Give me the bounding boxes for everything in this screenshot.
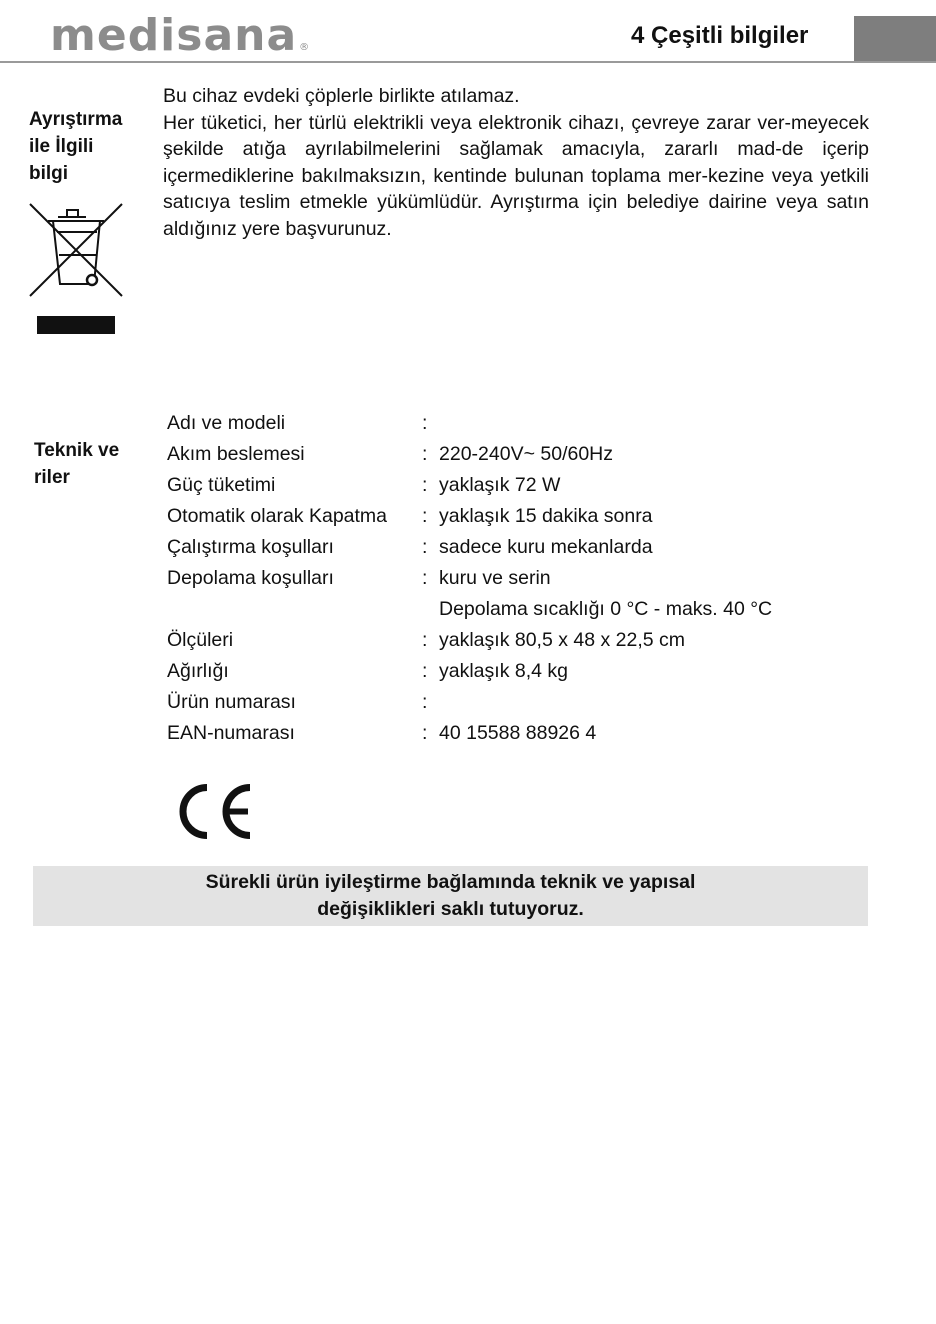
disposal-section-label: Ayrıştırma ile İlgili bilgi bbox=[29, 109, 123, 184]
spec-key: Depolama koşulları bbox=[167, 567, 334, 589]
spec-val: yaklaşık 8,4 kg bbox=[439, 660, 568, 682]
spec-row bbox=[167, 656, 772, 687]
spec-val: kuru ve serin bbox=[439, 567, 551, 589]
spec-key: Güç tüketimi bbox=[167, 474, 276, 496]
spec-colon: : bbox=[422, 412, 428, 434]
spec-val: 40 15588 88926 4 bbox=[439, 722, 597, 744]
spec-colon: : bbox=[422, 722, 428, 744]
spec-colon: : bbox=[422, 567, 428, 589]
spec-row bbox=[167, 408, 772, 439]
spec-colon bbox=[422, 594, 439, 625]
spec-key: Ölçüleri bbox=[167, 629, 234, 651]
spec-val: Depolama sıcaklığı 0 °C - maks. 40 °C bbox=[439, 598, 773, 620]
spec-colon: : bbox=[422, 660, 428, 682]
ce-mark-icon bbox=[174, 783, 254, 840]
spec-key: Otomatik olarak Kapatma bbox=[167, 505, 388, 527]
spec-row bbox=[167, 439, 772, 470]
brand-logo: medisana ® bbox=[50, 10, 311, 61]
spec-val: yaklaşık 80,5 x 48 x 22,5 cm bbox=[439, 629, 686, 651]
spec-key: Çalıştırma koşulları bbox=[167, 536, 334, 558]
spec-val: yaklaşık 15 dakika sonra bbox=[439, 505, 653, 527]
spec-row bbox=[167, 470, 772, 501]
chapter-tab bbox=[854, 16, 936, 61]
chapter-title: 4 Çeşitli bilgiler bbox=[631, 22, 809, 49]
spec-colon: : bbox=[422, 691, 428, 713]
spec-key: Adı ve modeli bbox=[167, 412, 286, 434]
spec-colon: : bbox=[422, 536, 428, 558]
spec-colon: : bbox=[422, 474, 428, 496]
specs-section-label: Teknik ve riler bbox=[34, 440, 120, 488]
spec-key: Akım beslemesi bbox=[167, 443, 305, 465]
spec-row bbox=[167, 563, 772, 594]
spec-key bbox=[167, 594, 422, 625]
spec-row bbox=[167, 501, 772, 532]
spec-row bbox=[167, 594, 772, 625]
spec-key: Ürün numarası bbox=[167, 691, 296, 713]
spec-key: EAN-numarası bbox=[167, 722, 295, 744]
spec-colon: : bbox=[422, 505, 428, 527]
spec-val: yaklaşık 72 W bbox=[439, 474, 561, 496]
spec-key: Ağırlığı bbox=[167, 660, 229, 682]
notice-box: Sürekli ürün iyileştirme bağlamında teknik ve yapısal değişiklikleri saklı tutuyoruz. bbox=[33, 866, 868, 926]
spec-row bbox=[167, 687, 772, 718]
spec-row bbox=[167, 718, 772, 749]
spec-table bbox=[167, 408, 772, 749]
spec-colon: : bbox=[422, 629, 428, 651]
spec-colon: : bbox=[422, 443, 428, 465]
disposal-text: Bu cihaz evdeki çöplerle birlikte atılamaz. Her tüketici, her türlü elektrikli veya elektronik cihazı, çevreye zarar ver-meyecek şekilde atığa ayrılabilmelerini sağlamak amacıyla, zararlı mad-de içerip içermediklerine bakılmaksızın, kentinde bulunan toplama mer-kezine veya yetkili satıcıya teslim etmekle yükümlüdür. Ayrıştırma için belediye dairine veya satın aldığınız yere başvurunuz. bbox=[163, 85, 869, 240]
spec-row bbox=[167, 532, 772, 563]
spec-row bbox=[167, 625, 772, 656]
spec-val: sadece kuru mekanlarda bbox=[439, 536, 653, 558]
header-divider bbox=[0, 61, 936, 63]
crossed-out-wheelie-bin-icon bbox=[26, 200, 126, 336]
spec-val: 220-240V~ 50/60Hz bbox=[439, 443, 614, 465]
